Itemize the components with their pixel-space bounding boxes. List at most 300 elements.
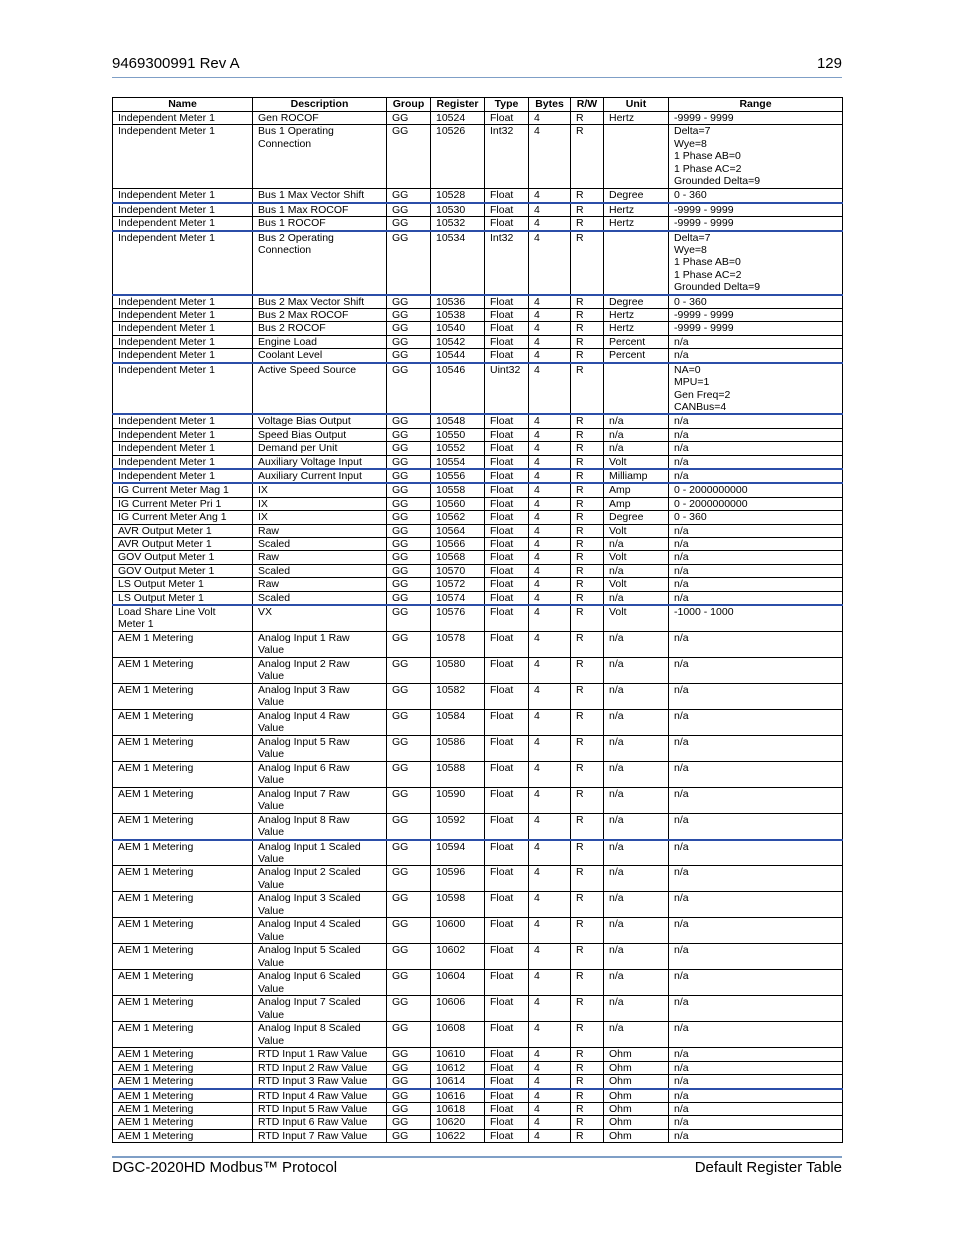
table-cell: -1000 - 1000	[669, 605, 843, 631]
table-cell: 4	[529, 112, 571, 125]
table-cell: Int32	[485, 125, 529, 189]
table-cell: 10570	[431, 564, 485, 577]
table-cell: n/a	[669, 892, 843, 918]
table-cell: Scaled	[253, 591, 387, 605]
table-cell: Analog Input 4 Scaled Value	[253, 918, 387, 944]
table-cell: Delta=7 Wye=8 1 Phase AB=0 1 Phase AC=2 Grounded Delta=9	[669, 231, 843, 295]
table-cell: LS Output Meter 1	[113, 591, 253, 605]
table-cell: AEM 1 Metering	[113, 1048, 253, 1061]
table-cell: Independent Meter 1	[113, 309, 253, 322]
table-cell: Float	[485, 203, 529, 217]
table-cell: Analog Input 8 Scaled Value	[253, 1022, 387, 1048]
table-cell: n/a	[669, 735, 843, 761]
table-cell: 4	[529, 787, 571, 813]
table-cell: 10618	[431, 1103, 485, 1116]
table-cell: GG	[387, 564, 431, 577]
table-cell: Scaled	[253, 537, 387, 550]
table-cell: n/a	[604, 813, 669, 839]
table-cell: GG	[387, 309, 431, 322]
table-cell: Bus 2 Max ROCOF	[253, 309, 387, 322]
table-cell: 4	[529, 813, 571, 839]
table-cell: -9999 - 9999	[669, 322, 843, 335]
table-cell: 10528	[431, 189, 485, 203]
table-cell: GG	[387, 497, 431, 510]
column-header: Group	[387, 98, 431, 112]
table-cell: n/a	[669, 1116, 843, 1129]
table-cell: IX	[253, 511, 387, 524]
table-cell: Independent Meter 1	[113, 455, 253, 469]
table-row	[113, 189, 843, 203]
table-cell: R	[571, 309, 604, 322]
table-cell: n/a	[604, 840, 669, 866]
table-cell: 10572	[431, 578, 485, 591]
table-cell: Analog Input 1 Raw Value	[253, 631, 387, 657]
table-cell: n/a	[669, 524, 843, 537]
table-row	[113, 1103, 843, 1116]
table-cell: 4	[529, 866, 571, 892]
table-cell: -9999 - 9999	[669, 309, 843, 322]
table-cell: Hertz	[604, 309, 669, 322]
table-cell: 4	[529, 309, 571, 322]
table-cell: 10540	[431, 322, 485, 335]
table-cell: 4	[529, 537, 571, 550]
table-cell: RTD Input 5 Raw Value	[253, 1103, 387, 1116]
column-header: Register	[431, 98, 485, 112]
table-row	[113, 524, 843, 537]
table-cell: Bus 2 Max Vector Shift	[253, 295, 387, 309]
table-cell: 4	[529, 551, 571, 564]
table-cell: Degree	[604, 511, 669, 524]
table-row	[113, 537, 843, 550]
table-cell: Float	[485, 497, 529, 510]
table-cell: R	[571, 1075, 604, 1089]
table-cell: 4	[529, 840, 571, 866]
table-cell: Float	[485, 349, 529, 363]
table-cell: 10532	[431, 217, 485, 231]
table-cell: Independent Meter 1	[113, 189, 253, 203]
table-cell: Amp	[604, 497, 669, 510]
table-cell: 4	[529, 1116, 571, 1129]
table-cell: R	[571, 524, 604, 537]
table-cell: Int32	[485, 231, 529, 295]
table-cell: n/a	[669, 840, 843, 866]
table-cell: n/a	[604, 866, 669, 892]
table-cell: Bus 1 Max ROCOF	[253, 203, 387, 217]
table-cell: Independent Meter 1	[113, 349, 253, 363]
table-cell	[604, 363, 669, 415]
table-cell: 0 - 360	[669, 189, 843, 203]
table-cell: Float	[485, 1061, 529, 1074]
table-cell: Speed Bias Output	[253, 428, 387, 441]
table-cell: n/a	[669, 564, 843, 577]
table-cell: Analog Input 7 Scaled Value	[253, 996, 387, 1022]
table-cell: GG	[387, 455, 431, 469]
table-cell: n/a	[604, 787, 669, 813]
table-cell: GG	[387, 112, 431, 125]
table-cell: Float	[485, 483, 529, 497]
table-cell: R	[571, 189, 604, 203]
table-cell: R	[571, 551, 604, 564]
table-cell: R	[571, 295, 604, 309]
table-cell: 10614	[431, 1075, 485, 1089]
table-cell: Float	[485, 1116, 529, 1129]
table-cell: 10564	[431, 524, 485, 537]
table-row	[113, 605, 843, 631]
table-cell: n/a	[669, 349, 843, 363]
table-cell: R	[571, 657, 604, 683]
table-cell: R	[571, 1048, 604, 1061]
table-cell: 10576	[431, 605, 485, 631]
table-cell: Delta=7 Wye=8 1 Phase AB=0 1 Phase AC=2 Grounded Delta=9	[669, 125, 843, 189]
table-row	[113, 1129, 843, 1142]
table-row	[113, 564, 843, 577]
table-cell: Degree	[604, 189, 669, 203]
table-cell: Float	[485, 524, 529, 537]
table-cell: AEM 1 Metering	[113, 1103, 253, 1116]
table-cell: RTD Input 2 Raw Value	[253, 1061, 387, 1074]
table-cell: Float	[485, 455, 529, 469]
table-cell: 10530	[431, 203, 485, 217]
table-cell: Independent Meter 1	[113, 363, 253, 415]
table-cell: Independent Meter 1	[113, 322, 253, 335]
table-row	[113, 918, 843, 944]
table-header-row	[113, 98, 843, 112]
table-cell: AEM 1 Metering	[113, 840, 253, 866]
table-cell: 4	[529, 497, 571, 510]
column-header: Type	[485, 98, 529, 112]
table-cell: R	[571, 1116, 604, 1129]
table-cell: 4	[529, 761, 571, 787]
table-cell: n/a	[669, 996, 843, 1022]
table-cell: 0 - 2000000000	[669, 497, 843, 510]
table-cell: Float	[485, 537, 529, 550]
table-cell: Float	[485, 112, 529, 125]
table-cell: Demand per Unit	[253, 442, 387, 455]
table-cell: n/a	[669, 1075, 843, 1089]
table-cell: RTD Input 4 Raw Value	[253, 1089, 387, 1103]
table-cell: Float	[485, 1075, 529, 1089]
table-row	[113, 735, 843, 761]
table-cell: Hertz	[604, 112, 669, 125]
table-body	[113, 112, 843, 1143]
table-cell: R	[571, 709, 604, 735]
table-cell: AEM 1 Metering	[113, 918, 253, 944]
table-cell: Analog Input 6 Raw Value	[253, 761, 387, 787]
table-cell: R	[571, 455, 604, 469]
page-header	[112, 55, 842, 75]
table-cell: 4	[529, 335, 571, 348]
table-cell: n/a	[669, 1048, 843, 1061]
table-cell: Float	[485, 591, 529, 605]
table-cell: Milliamp	[604, 469, 669, 483]
table-row	[113, 455, 843, 469]
table-cell: Float	[485, 1022, 529, 1048]
table-cell: 10596	[431, 866, 485, 892]
table-cell: Float	[485, 578, 529, 591]
table-cell: Analog Input 6 Scaled Value	[253, 970, 387, 996]
table-cell: Auxiliary Current Input	[253, 469, 387, 483]
table-cell: GG	[387, 349, 431, 363]
table-cell: AEM 1 Metering	[113, 761, 253, 787]
table-cell: n/a	[669, 1022, 843, 1048]
table-cell: Float	[485, 335, 529, 348]
table-cell: GG	[387, 469, 431, 483]
table-cell: GG	[387, 944, 431, 970]
table-cell: n/a	[604, 414, 669, 428]
table-cell: GG	[387, 551, 431, 564]
table-cell: n/a	[669, 551, 843, 564]
table-cell: Float	[485, 787, 529, 813]
table-cell: R	[571, 1129, 604, 1142]
table-cell: 4	[529, 1089, 571, 1103]
table-row	[113, 309, 843, 322]
table-cell: n/a	[604, 918, 669, 944]
table-cell: R	[571, 866, 604, 892]
table-cell: Percent	[604, 349, 669, 363]
table-cell: AEM 1 Metering	[113, 1075, 253, 1089]
header-rule	[112, 77, 842, 78]
table-row	[113, 631, 843, 657]
table-cell: GG	[387, 1103, 431, 1116]
table-cell: R	[571, 944, 604, 970]
table-row	[113, 483, 843, 497]
table-cell	[604, 125, 669, 189]
table-cell: 10534	[431, 231, 485, 295]
table-cell: Ohm	[604, 1116, 669, 1129]
table-cell: n/a	[604, 944, 669, 970]
table-cell: 10562	[431, 511, 485, 524]
table-cell: Float	[485, 428, 529, 441]
table-row	[113, 813, 843, 839]
table-cell: Float	[485, 564, 529, 577]
table-cell: 10594	[431, 840, 485, 866]
table-cell: 4	[529, 631, 571, 657]
table-cell: 4	[529, 657, 571, 683]
table-cell: n/a	[604, 735, 669, 761]
table-cell: AEM 1 Metering	[113, 683, 253, 709]
table-cell: AEM 1 Metering	[113, 657, 253, 683]
table-cell: n/a	[604, 970, 669, 996]
table-cell: GG	[387, 1075, 431, 1089]
table-row	[113, 657, 843, 683]
table-cell: GG	[387, 996, 431, 1022]
table-cell: AEM 1 Metering	[113, 866, 253, 892]
table-cell: Bus 1 Operating Connection	[253, 125, 387, 189]
table-cell: GG	[387, 605, 431, 631]
table-cell: GG	[387, 125, 431, 189]
table-row	[113, 203, 843, 217]
table-cell: Independent Meter 1	[113, 125, 253, 189]
table-row	[113, 497, 843, 510]
table-cell: 10612	[431, 1061, 485, 1074]
table-cell: R	[571, 970, 604, 996]
column-header: Name	[113, 98, 253, 112]
table-cell: Float	[485, 414, 529, 428]
table-cell: RTD Input 7 Raw Value	[253, 1129, 387, 1142]
table-cell: Float	[485, 1048, 529, 1061]
table-cell: Analog Input 5 Scaled Value	[253, 944, 387, 970]
table-cell: R	[571, 537, 604, 550]
table-cell: Float	[485, 944, 529, 970]
table-cell: AEM 1 Metering	[113, 709, 253, 735]
table-cell: GG	[387, 363, 431, 415]
table-cell: GG	[387, 414, 431, 428]
footer-section: Default Register Table	[694, 1159, 842, 1176]
table-cell: Float	[485, 442, 529, 455]
table-cell: Load Share Line Volt Meter 1	[113, 605, 253, 631]
table-cell: R	[571, 322, 604, 335]
table-cell: 10578	[431, 631, 485, 657]
table-cell: Analog Input 2 Raw Value	[253, 657, 387, 683]
table-row	[113, 709, 843, 735]
table-cell: AEM 1 Metering	[113, 813, 253, 839]
table-cell: Independent Meter 1	[113, 217, 253, 231]
table-cell: GG	[387, 322, 431, 335]
page-number: 129	[816, 55, 842, 72]
table-cell: Analog Input 4 Raw Value	[253, 709, 387, 735]
table-cell: 4	[529, 524, 571, 537]
table-cell: NA=0 MPU=1 Gen Freq=2 CANBus=4	[669, 363, 843, 415]
table-cell: 10558	[431, 483, 485, 497]
table-cell: Independent Meter 1	[113, 203, 253, 217]
table-cell: 10544	[431, 349, 485, 363]
table-cell: 10600	[431, 918, 485, 944]
table-row	[113, 295, 843, 309]
table-cell: AEM 1 Metering	[113, 892, 253, 918]
table-cell: 4	[529, 511, 571, 524]
table-cell: AVR Output Meter 1	[113, 537, 253, 550]
table-cell: n/a	[669, 414, 843, 428]
table-row	[113, 335, 843, 348]
table-cell: GG	[387, 537, 431, 550]
table-cell: n/a	[669, 1061, 843, 1074]
table-cell: Bus 2 Operating Connection	[253, 231, 387, 295]
table-cell: Float	[485, 970, 529, 996]
table-cell: Independent Meter 1	[113, 442, 253, 455]
table-cell: 4	[529, 1048, 571, 1061]
table-row	[113, 1116, 843, 1129]
table-cell: Float	[485, 709, 529, 735]
table-cell: GG	[387, 295, 431, 309]
table-cell: R	[571, 511, 604, 524]
table-cell: GG	[387, 524, 431, 537]
table-cell: n/a	[669, 428, 843, 441]
register-table	[112, 97, 843, 1143]
table-cell: n/a	[669, 631, 843, 657]
table-cell: 4	[529, 1061, 571, 1074]
table-cell: GG	[387, 813, 431, 839]
table-cell: 10580	[431, 657, 485, 683]
table-cell: R	[571, 892, 604, 918]
table-cell: Float	[485, 840, 529, 866]
table-cell: R	[571, 564, 604, 577]
table-cell: Scaled	[253, 564, 387, 577]
table-row	[113, 112, 843, 125]
table-cell: GG	[387, 203, 431, 217]
table-cell: 4	[529, 591, 571, 605]
table-cell: R	[571, 1022, 604, 1048]
table-cell: 4	[529, 892, 571, 918]
table-cell: n/a	[669, 787, 843, 813]
table-cell: GG	[387, 1022, 431, 1048]
table-cell: n/a	[604, 1022, 669, 1048]
table-cell: AEM 1 Metering	[113, 631, 253, 657]
table-cell: R	[571, 996, 604, 1022]
table-cell: GG	[387, 735, 431, 761]
table-cell: 4	[529, 349, 571, 363]
table-cell: 10556	[431, 469, 485, 483]
table-cell: GG	[387, 335, 431, 348]
table-cell: Ohm	[604, 1129, 669, 1142]
table-cell: 4	[529, 996, 571, 1022]
table-row	[113, 761, 843, 787]
column-header: Bytes	[529, 98, 571, 112]
table-cell: Hertz	[604, 322, 669, 335]
table-cell: GG	[387, 578, 431, 591]
table-cell: Float	[485, 1089, 529, 1103]
table-cell: Volt	[604, 524, 669, 537]
table-cell: R	[571, 840, 604, 866]
table-cell: R	[571, 1061, 604, 1074]
table-cell: Raw	[253, 578, 387, 591]
table-cell: R	[571, 483, 604, 497]
table-cell: n/a	[669, 918, 843, 944]
table-cell: n/a	[669, 335, 843, 348]
table-cell: 10524	[431, 112, 485, 125]
table-cell: 10608	[431, 1022, 485, 1048]
table-cell: GG	[387, 189, 431, 203]
table-cell: 10604	[431, 970, 485, 996]
table-cell: 10546	[431, 363, 485, 415]
table-row	[113, 578, 843, 591]
table-cell: R	[571, 787, 604, 813]
table-row	[113, 363, 843, 415]
table-cell: Raw	[253, 551, 387, 564]
table-cell: Bus 1 ROCOF	[253, 217, 387, 231]
table-cell: -9999 - 9999	[669, 217, 843, 231]
table-cell: 0 - 360	[669, 511, 843, 524]
table-cell: Float	[485, 631, 529, 657]
table-cell: 4	[529, 414, 571, 428]
table-cell: GG	[387, 1061, 431, 1074]
table-cell: Float	[485, 813, 529, 839]
table-cell: Hertz	[604, 217, 669, 231]
table-cell: n/a	[669, 537, 843, 550]
table-row	[113, 866, 843, 892]
table-cell: R	[571, 918, 604, 944]
table-cell: n/a	[669, 709, 843, 735]
table-cell: n/a	[604, 442, 669, 455]
table-cell: n/a	[669, 813, 843, 839]
table-cell: n/a	[669, 1089, 843, 1103]
table-cell: n/a	[604, 537, 669, 550]
table-cell: n/a	[669, 1103, 843, 1116]
table-cell: 10574	[431, 591, 485, 605]
table-cell: 4	[529, 322, 571, 335]
table-row	[113, 442, 843, 455]
table-cell: n/a	[669, 469, 843, 483]
table-cell: Float	[485, 217, 529, 231]
table-cell: Ohm	[604, 1061, 669, 1074]
table-cell: GG	[387, 217, 431, 231]
table-cell: Float	[485, 469, 529, 483]
table-cell: R	[571, 761, 604, 787]
table-cell: AEM 1 Metering	[113, 996, 253, 1022]
table-row	[113, 1048, 843, 1061]
table-cell: Percent	[604, 335, 669, 348]
table-cell: GG	[387, 683, 431, 709]
table-cell: Float	[485, 761, 529, 787]
